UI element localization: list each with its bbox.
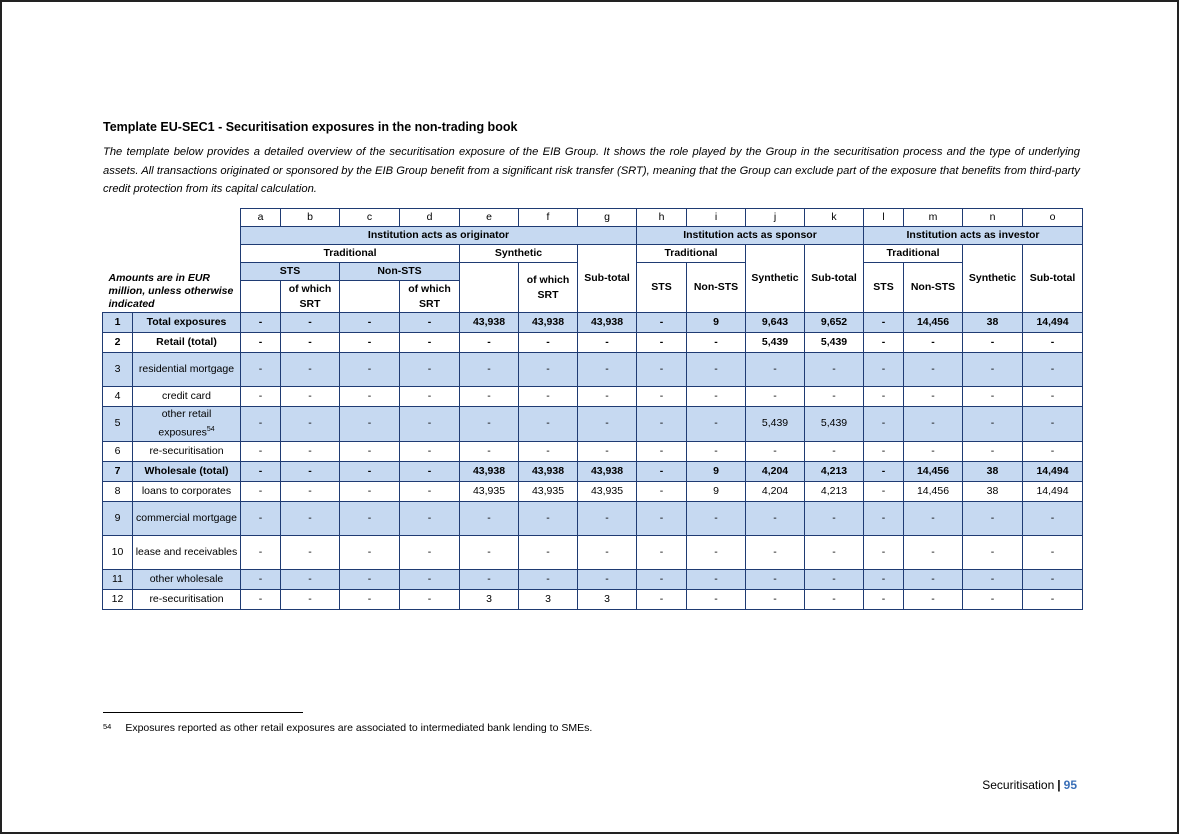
cell-value: -: [519, 535, 578, 569]
cell-value: -: [400, 333, 460, 353]
cell-value: -: [340, 569, 400, 589]
cell-value: -: [687, 589, 746, 609]
table-row: [103, 461, 1083, 481]
cell-value: -: [281, 569, 340, 589]
cell-value: -: [460, 333, 519, 353]
row-label: [133, 481, 241, 501]
cell-value: -: [400, 501, 460, 535]
row-number: 12: [103, 589, 133, 609]
cell-value: -: [1023, 441, 1083, 461]
cell-value: -: [340, 353, 400, 387]
cell-value: -: [805, 441, 864, 461]
cell-value: -: [746, 501, 805, 535]
footer-section: Securitisation: [982, 778, 1055, 792]
cell-value: -: [963, 387, 1023, 407]
cell-value: -: [519, 333, 578, 353]
row-label-text: re-securitisation: [149, 592, 224, 605]
row-label: [133, 589, 241, 609]
cell-value: -: [1023, 333, 1083, 353]
page-number: 95: [1063, 778, 1077, 792]
cell-value: -: [241, 313, 281, 333]
cell-value: -: [963, 407, 1023, 442]
cell-value: -: [519, 501, 578, 535]
table-row: [103, 313, 1083, 333]
cell-value: -: [281, 481, 340, 501]
header-orig-subtotal: Sub-total: [578, 245, 637, 313]
header-orig-synthetic-srt: of which SRT: [519, 263, 578, 313]
header-spon-non-sts: Non-STS: [687, 263, 746, 313]
cell-value: 14,456: [904, 313, 963, 333]
cell-value: -: [400, 589, 460, 609]
row-label: [133, 441, 241, 461]
cell-value: -: [746, 535, 805, 569]
cell-value: -: [864, 387, 904, 407]
row-number: 11: [103, 569, 133, 589]
cell-value: -: [637, 387, 687, 407]
cell-value: -: [637, 589, 687, 609]
column-letter: h: [637, 209, 687, 227]
cell-value: -: [400, 407, 460, 442]
cell-value: 9: [687, 461, 746, 481]
cell-value: -: [400, 353, 460, 387]
group-header-row: [103, 227, 1083, 245]
row-number: 8: [103, 481, 133, 501]
securitisation-table: [102, 208, 1083, 610]
cell-value: -: [460, 353, 519, 387]
header-orig-nonsts-srt: of which SRT: [400, 281, 460, 313]
cell-value: 43,935: [578, 481, 637, 501]
cell-value: 43,938: [460, 461, 519, 481]
cell-value: -: [805, 353, 864, 387]
cell-value: -: [963, 569, 1023, 589]
cell-value: -: [746, 387, 805, 407]
row-number: 3: [103, 353, 133, 387]
cell-value: -: [400, 313, 460, 333]
cell-value: -: [578, 441, 637, 461]
cell-value: -: [637, 535, 687, 569]
cell-value: -: [864, 589, 904, 609]
cell-value: -: [460, 535, 519, 569]
cell-value: -: [1023, 407, 1083, 442]
cell-value: -: [864, 461, 904, 481]
cell-value: -: [241, 407, 281, 442]
column-letter: c: [340, 209, 400, 227]
cell-value: -: [519, 353, 578, 387]
cell-value: -: [578, 569, 637, 589]
cell-value: -: [281, 589, 340, 609]
column-letter: b: [281, 209, 340, 227]
cell-value: 4,213: [805, 461, 864, 481]
header-spon-traditional: Traditional: [637, 245, 746, 263]
cell-value: 5,439: [746, 333, 805, 353]
cell-value: -: [904, 569, 963, 589]
cell-value: -: [904, 407, 963, 442]
table-row: [103, 481, 1083, 501]
cell-value: 43,935: [460, 481, 519, 501]
cell-value: -: [864, 333, 904, 353]
cell-value: -: [904, 535, 963, 569]
header-originator: Institution acts as originator: [241, 227, 637, 245]
footnote-number: 54: [103, 722, 112, 731]
cell-value: -: [746, 569, 805, 589]
header-investor: Institution acts as investor: [864, 227, 1083, 245]
cell-value: -: [864, 569, 904, 589]
table-row: [103, 353, 1083, 387]
cell-value: -: [637, 461, 687, 481]
row-label-text: other retail exposures: [158, 408, 212, 439]
column-letter: g: [578, 209, 637, 227]
cell-value: 5,439: [746, 407, 805, 442]
footnote-ref: 54: [206, 426, 215, 433]
cell-value: -: [637, 481, 687, 501]
cell-value: -: [746, 589, 805, 609]
cell-value: -: [281, 353, 340, 387]
cell-value: -: [1023, 387, 1083, 407]
cell-value: 14,494: [1023, 461, 1083, 481]
row-label-text: loans to corporates: [141, 484, 232, 497]
page-footer: [982, 778, 1077, 792]
cell-value: 43,938: [578, 461, 637, 481]
cell-value: -: [519, 407, 578, 442]
cell-value: -: [340, 313, 400, 333]
cell-value: -: [241, 353, 281, 387]
column-letter: d: [400, 209, 460, 227]
cell-value: -: [864, 441, 904, 461]
cell-value: -: [746, 441, 805, 461]
cell-value: -: [241, 333, 281, 353]
row-label-text: credit card: [161, 390, 212, 402]
header-inv-non-sts: Non-STS: [904, 263, 963, 313]
cell-value: -: [281, 501, 340, 535]
cell-value: 3: [578, 589, 637, 609]
column-letter: e: [460, 209, 519, 227]
cell-value: 43,938: [578, 313, 637, 333]
cell-value: -: [904, 353, 963, 387]
cell-value: -: [963, 333, 1023, 353]
cell-value: -: [281, 535, 340, 569]
cell-value: -: [864, 535, 904, 569]
row-label: [133, 313, 241, 333]
cell-value: -: [864, 501, 904, 535]
row-label: [133, 333, 241, 353]
cell-value: -: [637, 407, 687, 442]
cell-value: -: [637, 333, 687, 353]
column-letter: l: [864, 209, 904, 227]
cell-value: -: [519, 387, 578, 407]
cell-value: -: [241, 441, 281, 461]
row-label: [133, 387, 241, 407]
row-label: [133, 407, 241, 442]
cell-value: -: [904, 501, 963, 535]
table-row: [103, 441, 1083, 461]
cell-value: -: [687, 441, 746, 461]
cell-value: -: [340, 407, 400, 442]
row-label-text: Total exposures: [146, 316, 227, 328]
cell-value: -: [241, 501, 281, 535]
cell-value: -: [400, 441, 460, 461]
footnote-text: Exposures reported as other retail exposures are associated to intermediated bank lending to SMEs.: [125, 722, 593, 734]
cell-value: -: [746, 353, 805, 387]
cell-value: -: [241, 461, 281, 481]
cell-value: -: [1023, 589, 1083, 609]
cell-value: -: [904, 589, 963, 609]
table-row: [103, 333, 1083, 353]
cell-value: -: [340, 441, 400, 461]
header-inv-sts: STS: [864, 263, 904, 313]
cell-value: -: [460, 441, 519, 461]
cell-value: -: [460, 501, 519, 535]
cell-value: -: [904, 387, 963, 407]
cell-value: -: [687, 333, 746, 353]
cell-value: 4,204: [746, 481, 805, 501]
column-letter: f: [519, 209, 578, 227]
cell-value: -: [241, 535, 281, 569]
column-letter: i: [687, 209, 746, 227]
header-orig-traditional: Traditional: [241, 245, 460, 263]
header-spon-synthetic: Synthetic: [746, 245, 805, 313]
cell-value: 3: [519, 589, 578, 609]
cell-value: -: [578, 501, 637, 535]
cell-value: -: [460, 407, 519, 442]
cell-value: -: [864, 407, 904, 442]
footer-separator: |: [1057, 778, 1061, 792]
row-label: [133, 535, 241, 569]
cell-value: -: [241, 589, 281, 609]
cell-value: -: [864, 313, 904, 333]
cell-value: 43,938: [460, 313, 519, 333]
cell-value: 38: [963, 481, 1023, 501]
intro-paragraph: The template below provides a detailed overview of the securitisation exposure of the EIB Group. It shows the role played by the Group in the securitisation process and the type of underlying assets. All transactions originated or sponsored by the EIB Group benefit from a significant risk transfer (SRT), meaning that the Group can exclude part of the exposure that benefits from third-party credit protection from its capital calculation.: [103, 146, 1080, 195]
cell-value: -: [578, 407, 637, 442]
row-label-text: residential mortgage: [138, 363, 235, 375]
header-inv-subtotal: Sub-total: [1023, 245, 1083, 313]
cell-value: -: [963, 501, 1023, 535]
cell-value: -: [400, 535, 460, 569]
cell-value: 38: [963, 461, 1023, 481]
column-letters-row: [103, 209, 1083, 227]
row-label-text: Retail (total): [156, 336, 217, 348]
cell-value: -: [340, 387, 400, 407]
cell-value: -: [805, 387, 864, 407]
column-letter: m: [904, 209, 963, 227]
header-spon-sts: STS: [637, 263, 687, 313]
cell-value: 14,494: [1023, 481, 1083, 501]
cell-value: -: [340, 589, 400, 609]
row-number: 7: [103, 461, 133, 481]
cell-value: -: [805, 589, 864, 609]
table-row: [103, 535, 1083, 569]
cell-value: -: [687, 501, 746, 535]
cell-value: 14,456: [904, 481, 963, 501]
cell-value: 14,456: [904, 461, 963, 481]
cell-value: -: [805, 535, 864, 569]
cell-value: 43,938: [519, 313, 578, 333]
cell-value: -: [519, 441, 578, 461]
row-number: 5: [103, 407, 133, 442]
cell-value: -: [578, 387, 637, 407]
cell-value: -: [864, 481, 904, 501]
row-label: [133, 461, 241, 481]
cell-value: -: [963, 589, 1023, 609]
row-label: [133, 569, 241, 589]
cell-value: -: [281, 461, 340, 481]
cell-value: -: [637, 441, 687, 461]
cell-value: -: [460, 569, 519, 589]
cell-value: -: [687, 387, 746, 407]
row-number: 2: [103, 333, 133, 353]
footnote-divider: [103, 712, 303, 713]
row-label-text: re-securitisation: [149, 444, 224, 457]
table-row: [103, 569, 1083, 589]
cell-value: 5,439: [805, 333, 864, 353]
cell-value: -: [687, 535, 746, 569]
header-orig-sts-blank: [241, 281, 281, 313]
cell-value: -: [340, 333, 400, 353]
cell-value: 43,938: [519, 461, 578, 481]
cell-value: -: [340, 481, 400, 501]
cell-value: -: [805, 501, 864, 535]
header-sponsor: Institution acts as sponsor: [637, 227, 864, 245]
cell-value: 9,643: [746, 313, 805, 333]
cell-value: -: [637, 353, 687, 387]
row-number: 1: [103, 313, 133, 333]
header-orig-synthetic-blank: [460, 263, 519, 313]
cell-value: -: [241, 387, 281, 407]
header-orig-synthetic: Synthetic: [460, 245, 578, 263]
cell-value: -: [340, 461, 400, 481]
cell-value: -: [864, 353, 904, 387]
header-spon-subtotal: Sub-total: [805, 245, 864, 313]
cell-value: -: [578, 353, 637, 387]
cell-value: -: [400, 461, 460, 481]
cell-value: 9: [687, 313, 746, 333]
cell-value: -: [281, 407, 340, 442]
cell-value: -: [400, 387, 460, 407]
cell-value: -: [805, 569, 864, 589]
cell-value: -: [281, 387, 340, 407]
row-number: 9: [103, 501, 133, 535]
header-orig-non-sts: Non-STS: [340, 263, 460, 281]
cell-value: 3: [460, 589, 519, 609]
cell-value: -: [281, 313, 340, 333]
cell-value: -: [1023, 535, 1083, 569]
page-title: Template EU-SEC1 - Securitisation exposures in the non-trading book: [103, 120, 518, 134]
row-label-text: Wholesale (total): [144, 464, 229, 477]
cell-value: 43,935: [519, 481, 578, 501]
cell-value: -: [519, 569, 578, 589]
cell-value: -: [963, 535, 1023, 569]
cell-value: -: [400, 481, 460, 501]
header-inv-synthetic: Synthetic: [963, 245, 1023, 313]
row-number: 4: [103, 387, 133, 407]
row-number: 10: [103, 535, 133, 569]
cell-value: -: [687, 407, 746, 442]
cell-value: -: [578, 535, 637, 569]
column-letter: a: [241, 209, 281, 227]
cell-value: -: [904, 333, 963, 353]
cell-value: -: [578, 333, 637, 353]
cell-value: 5,439: [805, 407, 864, 442]
cell-value: -: [637, 569, 687, 589]
cell-value: -: [637, 501, 687, 535]
type-header-row: [103, 245, 1083, 263]
cell-value: -: [241, 481, 281, 501]
header-orig-sts-srt: of which SRT: [281, 281, 340, 313]
cell-value: -: [963, 353, 1023, 387]
column-letter: j: [746, 209, 805, 227]
cell-value: -: [904, 441, 963, 461]
footnote: [103, 722, 592, 734]
cell-value: -: [340, 501, 400, 535]
cell-value: -: [460, 387, 519, 407]
column-letter: o: [1023, 209, 1083, 227]
column-letter: n: [963, 209, 1023, 227]
table-row: [103, 387, 1083, 407]
cell-value: 9: [687, 481, 746, 501]
row-label: [133, 353, 241, 387]
cell-value: -: [241, 569, 281, 589]
cell-value: -: [340, 535, 400, 569]
cell-value: -: [687, 353, 746, 387]
table-row: [103, 407, 1083, 442]
cell-value: -: [1023, 501, 1083, 535]
cell-value: -: [281, 333, 340, 353]
column-letter: k: [805, 209, 864, 227]
cell-value: -: [963, 441, 1023, 461]
cell-value: -: [400, 569, 460, 589]
cell-value: -: [281, 441, 340, 461]
amounts-note: Amounts are in EUR million, unless otherwise indicated: [108, 272, 234, 310]
table-row: [103, 589, 1083, 609]
cell-value: 4,204: [746, 461, 805, 481]
table-row: [103, 501, 1083, 535]
row-label: [133, 501, 241, 535]
cell-value: -: [637, 313, 687, 333]
header-orig-nonsts-blank: [340, 281, 400, 313]
cell-value: -: [1023, 353, 1083, 387]
row-label-text: other wholesale: [149, 572, 224, 585]
cell-value: 14,494: [1023, 313, 1083, 333]
row-number: 6: [103, 441, 133, 461]
header-orig-sts: STS: [241, 263, 340, 281]
cell-value: -: [1023, 569, 1083, 589]
cell-value: 38: [963, 313, 1023, 333]
row-label-text: commercial mortgage: [136, 511, 237, 524]
cell-value: 4,213: [805, 481, 864, 501]
row-label-text: lease and receivables: [135, 545, 238, 558]
cell-value: -: [687, 569, 746, 589]
cell-value: 9,652: [805, 313, 864, 333]
header-inv-traditional: Traditional: [864, 245, 963, 263]
